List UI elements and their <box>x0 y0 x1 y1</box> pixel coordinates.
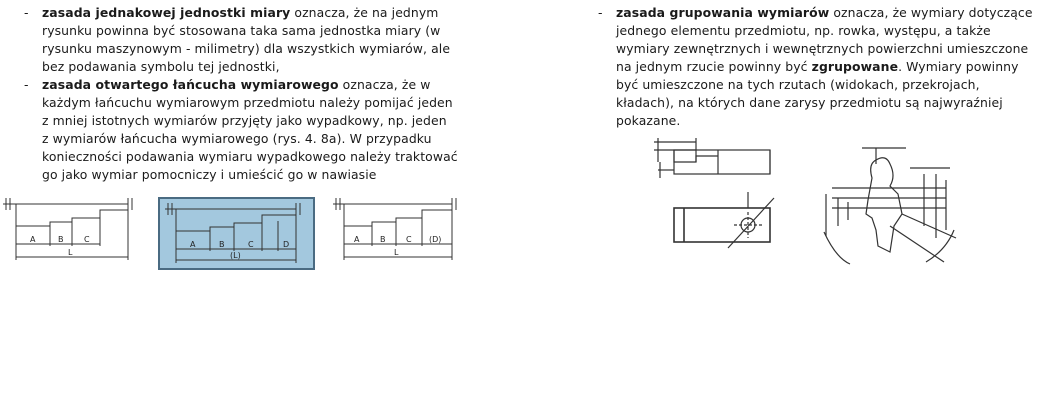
dim-label: B <box>219 240 225 249</box>
bullet-dash: - <box>24 5 29 20</box>
text-line: go jako wymiar pomocniczy i umieścić go w nawiasie <box>42 167 377 182</box>
text-line: zasada jednakowej jednostki miary oznacza, że na jednym <box>42 5 439 20</box>
dim-total-label: (L) <box>230 251 241 260</box>
bullet-dash: - <box>24 77 29 92</box>
text-line: wymiary zewnętrznych i wewnętrznych powierzchni umieszczone <box>616 41 1029 56</box>
text-line: jednego elementu przedmiotu, np. rowka, występu, a także <box>616 23 991 38</box>
dim-label: (D) <box>429 235 442 244</box>
term-bold: zgrupowane <box>811 59 899 74</box>
dim-label: A <box>354 235 360 244</box>
text-line: rysunku maszynowym - milimetry) dla wszystkich wymiarów, ale <box>42 41 451 56</box>
right-column <box>598 4 1050 130</box>
left-column <box>24 4 484 184</box>
figure-chain-c <box>332 196 464 266</box>
bullet-dash: - <box>598 5 603 20</box>
text-line: pokazane. <box>616 113 681 128</box>
text-line: kładach), na których dane zarysy przedmiotu są najwyraźniej <box>616 95 1003 110</box>
text-line: zasada grupowania wymiarów oznacza, że wymiary dotyczące <box>616 5 1033 20</box>
text-line: rysunku powinna być stosowana taka sama jednostka miary (w <box>42 23 441 38</box>
term-bold: zasada otwartego łańcucha wymiarowego <box>42 77 339 92</box>
text-line: na jednym rzucie powinny być zgrupowane. Wymiary powinny <box>616 59 1019 74</box>
text-line: z wymiarów łańcucha wymiarowego (rys. 4. 8a). W przypadku <box>42 131 432 146</box>
dim-label: B <box>380 235 386 244</box>
text-line: być umieszczone na tych rzutach (widokach, przekrojach, <box>616 77 980 92</box>
figure-chain-b-highlighted <box>158 197 315 270</box>
figure-grouping-gear <box>806 134 966 274</box>
figure-grouping-block <box>648 132 778 254</box>
dim-label: B <box>58 235 64 244</box>
text-line: konieczności podawania wymiaru wypadkowego należy traktować <box>42 149 458 164</box>
dim-label: C <box>84 235 90 244</box>
bullet-grouping-principle <box>598 4 1050 130</box>
dim-label: D <box>283 240 290 249</box>
text-line: każdym łańcuchu wymiarowym przedmiotu należy pomijać jeden <box>42 95 453 110</box>
figure-chain-a <box>0 196 140 266</box>
dim-label: A <box>30 235 36 244</box>
dim-total-label: L <box>68 248 73 257</box>
bullet-unit-principle <box>24 4 484 76</box>
dim-total-label: L <box>394 248 399 257</box>
dim-label: A <box>190 240 196 249</box>
bullet-open-chain-principle <box>24 76 484 184</box>
term-bold: zasada jednakowej jednostki miary <box>42 5 291 20</box>
dim-label: C <box>248 240 254 249</box>
text-line: bez podawania symbolu tej jednostki, <box>42 59 280 74</box>
term-bold: zasada grupowania wymiarów <box>616 5 830 20</box>
dim-label: C <box>406 235 412 244</box>
text-line: zasada otwartego łańcucha wymiarowego oznacza, że w <box>42 77 431 92</box>
text-line: z mniej istotnych wymiarów przyjęty jako wypadkowy, np. jeden <box>42 113 447 128</box>
